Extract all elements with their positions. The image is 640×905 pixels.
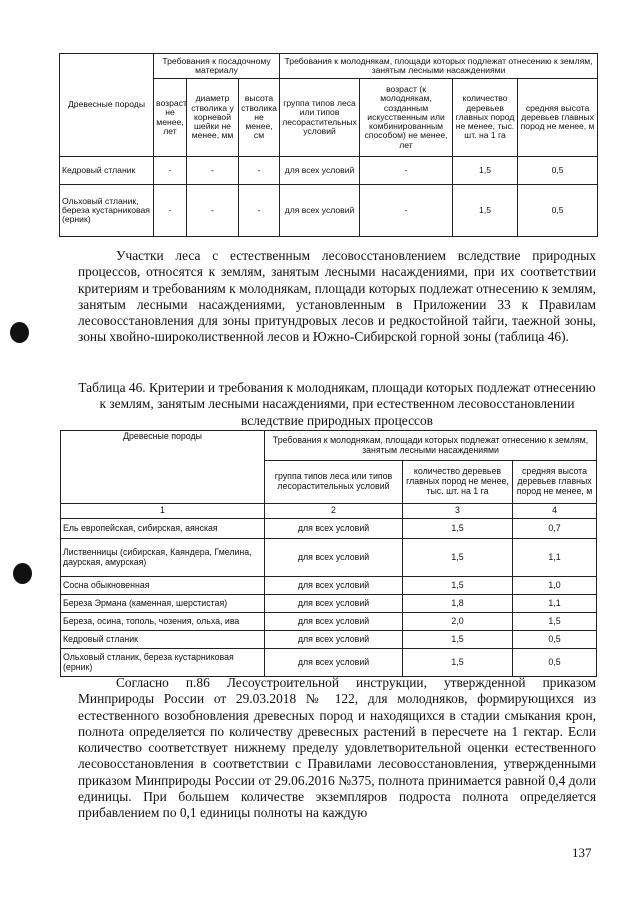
cell: Кедровый стланик [60, 157, 154, 185]
cell: Ольховый стланик, береза кустарниковая (ерник) [61, 649, 265, 677]
subheader: количество деревьев главных пород не менее, тыс. шт. на 1 га [403, 461, 513, 504]
subheader: количество деревьев главных пород не менее, тыс. шт. на 1 га [453, 79, 518, 157]
cell: 1,5 [403, 649, 513, 677]
table-46 [60, 430, 597, 677]
cell: для всех условий [265, 649, 403, 677]
table-row [61, 631, 597, 649]
subheader: диаметр стволика у корневой шейки не менее, мм [187, 79, 239, 157]
cell: 1,5 [453, 185, 518, 237]
header-species: Древесные породы [61, 431, 265, 504]
cell: для всех условий [265, 595, 403, 613]
cell: для всех условий [280, 157, 360, 185]
cell: 4 [513, 504, 597, 519]
cell: 1,5 [403, 519, 513, 539]
header-planting-material: Требования к посадочному материалу [154, 54, 280, 79]
cell: Ель европейская, сибирская, аянская [61, 519, 265, 539]
table-row [60, 185, 598, 237]
punch-hole-icon [10, 322, 29, 343]
cell: для всех условий [265, 539, 403, 577]
cell: для всех условий [280, 185, 360, 237]
cell: - [187, 185, 239, 237]
cell: - [187, 157, 239, 185]
cell: Лиственницы (сибирская, Каяндера, Гмелина, даурская, амурская) [61, 539, 265, 577]
table-row [61, 519, 597, 539]
cell: для всех условий [265, 631, 403, 649]
cell: 0,5 [518, 157, 598, 185]
subheader: возраст не менее, лет [154, 79, 187, 157]
cell: 1,5 [403, 539, 513, 577]
subheader: средняя высота деревьев главных пород не менее, м [513, 461, 597, 504]
cell: Сосна обыкновенная [61, 577, 265, 595]
subheader: группа типов леса или типов лесорастительных условий [265, 461, 403, 504]
cell: 0,5 [513, 631, 597, 649]
cell: 1,1 [513, 595, 597, 613]
table-row [61, 595, 597, 613]
header-species: Древесные породы [60, 54, 154, 157]
subheader: возраст (к молоднякам, созданным искусственным или комбинированным способом) не менее, лет [360, 79, 453, 157]
table-46-caption: Таблица 46. Критерии и требования к молоднякам, площади которых подлежат отнесению к землям, занятым лесными насаждениями, при естественном лесовосстановлении вследствие природных процессов [78, 380, 596, 428]
cell: 3 [403, 504, 513, 519]
subheader: группа типов леса или типов лесорастительных условий [280, 79, 360, 157]
cell: 2 [265, 504, 403, 519]
cell: - [154, 157, 187, 185]
column-numbers-row [61, 504, 597, 519]
cell: - [239, 157, 280, 185]
cell: - [360, 185, 453, 237]
cell: 1,1 [513, 539, 597, 577]
cell: - [360, 157, 453, 185]
cell: 1 [61, 504, 265, 519]
cell: 0,7 [513, 519, 597, 539]
cell: Береза Эрмана (каменная, шерстистая) [61, 595, 265, 613]
cell: 1,8 [403, 595, 513, 613]
table-row [61, 613, 597, 631]
header-young-stand: Требования к молоднякам, площади которых подлежат отнесению к землям, занятым лесными насаждениями [265, 431, 597, 461]
cell: 0,5 [518, 185, 598, 237]
cell: 1,5 [403, 577, 513, 595]
table-row [60, 157, 598, 185]
header-young-stand: Требования к молоднякам, площади которых подлежат отнесению к землям, занятым лесными насаждениями [280, 54, 598, 79]
paragraph-forest-inventory: Согласно п.86 Лесоустроительной инструкции, утвержденной приказом Минприроды России от 29.03.2018 № 122, для молодняков, формирующихся из естественного возобновления древесных пород и находящихся в стадии смыкания крон, полнота определяется по количеству древесных растений в пересчете на 1 гектар. Если количество соответствует нижнему пределу удовлетворительной оценки естественного лесовосстановления в соответствии с Правилами лесовосстановления, утвержденными приказом Минприроды России от 29.06.2016 №375, полнота принимается равной 0,4 доли единицы. При большем количестве экземпляров подроста полнота определяется прибавлением по 0,1 единицы полноты на каждую [78, 675, 596, 821]
cell: для всех условий [265, 577, 403, 595]
table-row [61, 649, 597, 677]
subheader: высота стволика не менее, см [239, 79, 280, 157]
cell: 2,0 [403, 613, 513, 631]
page-number: 137 [572, 845, 592, 860]
punch-hole-icon [13, 563, 32, 584]
table-row [61, 539, 597, 577]
cell: 1,5 [403, 631, 513, 649]
cell: Береза, осина, тополь, чозения, ольха, ива [61, 613, 265, 631]
cell: 1,5 [513, 613, 597, 631]
cell: 1,5 [453, 157, 518, 185]
table-row [61, 577, 597, 595]
cell: Ольховый стланик, береза кустарниковая (ерник) [60, 185, 154, 237]
subheader: средняя высота деревьев главных пород не менее, м [518, 79, 598, 157]
table-planting-requirements [59, 53, 598, 237]
cell: для всех условий [265, 613, 403, 631]
cell: Кедровый стланик [61, 631, 265, 649]
cell: - [239, 185, 280, 237]
cell: - [154, 185, 187, 237]
cell: 0,5 [513, 649, 597, 677]
cell: для всех условий [265, 519, 403, 539]
paragraph-natural-regeneration: Участки леса с естественным лесовосстановлением вследствие природных процессов, относятся к землям, занятым лесными насаждениями, при их соответствии критериям и требованиям к молоднякам, площади которых подлежат отнесению к землям, занятым лесными насаждениями, установленным в Приложении 33 к Правилам лесовосстановления для зоны притундровых лесов и редкостойной тайги, таежной зоны, зоны хвойно-широколиственной лесов и Южно-Сибирской горной зоны (таблица 46). [78, 248, 596, 345]
cell: 1,0 [513, 577, 597, 595]
